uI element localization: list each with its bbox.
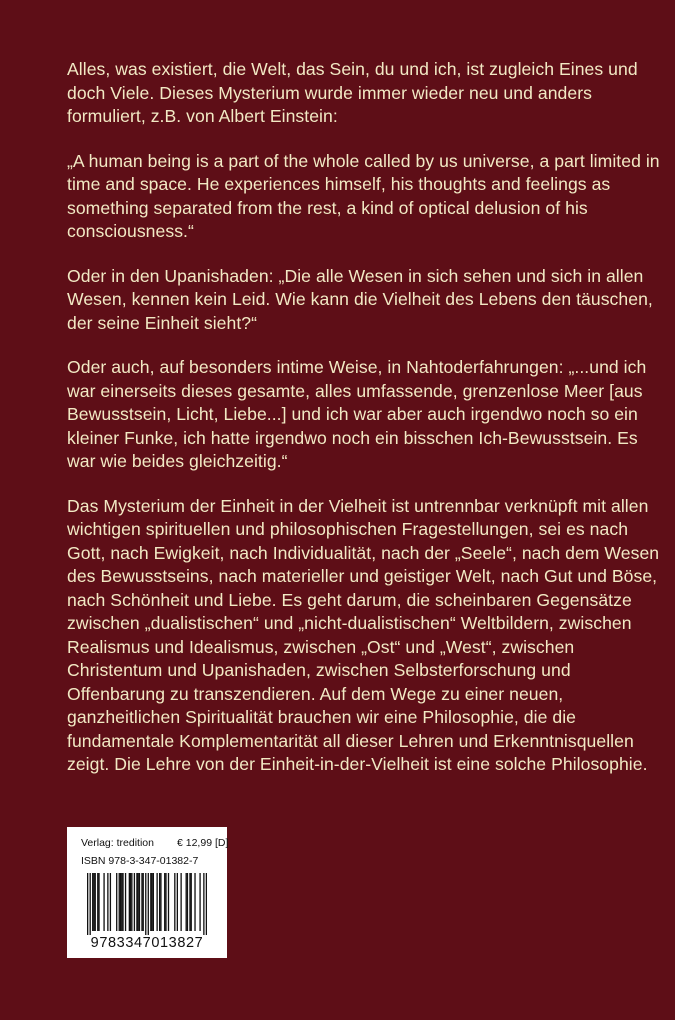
barcode-bar xyxy=(145,873,146,935)
barcode-bars xyxy=(87,873,207,935)
barcode-bar xyxy=(119,873,120,931)
text-line: consciousness.“ xyxy=(67,221,194,241)
barcode-bar xyxy=(174,873,175,931)
barcode-bar xyxy=(156,873,157,931)
barcode-bar xyxy=(186,873,187,931)
paragraph-upanishads xyxy=(67,265,657,336)
barcode-bar xyxy=(136,873,137,931)
barcode-bar xyxy=(134,873,135,931)
barcode-bar xyxy=(203,873,204,935)
barcode-bar xyxy=(92,873,93,931)
barcode-bar xyxy=(97,873,98,931)
back-cover-text xyxy=(67,58,660,798)
barcode-bar xyxy=(122,873,123,931)
barcode-digits: 9783347013827 xyxy=(90,935,204,951)
barcode-bar xyxy=(153,873,154,931)
text-line: formuliert, z.B. von Albert Einstein: xyxy=(67,106,338,126)
text-line: war wie beides gleichzeitig.“ xyxy=(67,451,288,471)
barcode-bar xyxy=(93,873,94,931)
text-line: Alles, was existiert, die Welt, das Sein, du und ich, ist zugleich Eines und xyxy=(67,59,638,79)
barcode-bar xyxy=(110,873,111,931)
barcode-bar xyxy=(159,873,160,931)
barcode-bar xyxy=(125,873,126,931)
text-line: Christentum und Upanishaden, zwischen Selbsterforschung und xyxy=(67,660,571,680)
barcode-bar xyxy=(129,873,130,931)
barcode-bar xyxy=(180,873,181,931)
barcode-bar xyxy=(131,873,132,931)
text-line: ganzheitlichen Spiritualität brauchen wir eine Philosophie, die die xyxy=(67,707,576,727)
text-line: Wesen, kennen kein Leid. Wie kann die Vielheit des Lebens den täuschen, xyxy=(67,289,653,309)
barcode-bar xyxy=(130,873,131,931)
text-line: Oder in den Upanishaden: „Die alle Wesen in sich sehen und sich in allen xyxy=(67,265,644,286)
text-line: „A human being is a part of the whole called by us universe, a part limited in xyxy=(67,150,660,171)
text-line: zwischen „dualistischen“ und „nicht-dualistischen“ Weltbildern, zwischen xyxy=(67,613,632,633)
text-line: der seine Einheit sieht?“ xyxy=(67,312,258,333)
text-line: kleiner Funke, ich hatte irgendwo noch ein bisschen Ich-Bewusstsein. Es xyxy=(67,427,638,448)
text-line: wichtigen spirituellen und philosophischen Fragestellungen, sei es nach xyxy=(67,519,629,539)
barcode-bar xyxy=(160,873,161,931)
barcode-bar xyxy=(194,873,195,931)
text-line: Gott, nach Ewigkeit, nach Individualität, nach der „Seele“, nach dem Wesen xyxy=(67,542,660,563)
barcode-bar xyxy=(177,873,178,931)
barcode-bar xyxy=(191,873,192,931)
paragraph-mystery xyxy=(67,495,660,777)
isbn-barcode-label xyxy=(67,827,227,958)
paragraph-intro xyxy=(67,58,657,129)
text-line: Oder auch, auf besonders intime Weise, in Nahtoderfahrungen: „...und ich xyxy=(67,357,647,377)
text-line: war einerseits dieses gesamte, alles umfassende, grenzenlose Meer [aus xyxy=(67,380,643,401)
text-line: zeigt. Die Lehre von der Einheit-in-der-Vielheit ist eine solche Philosophie. xyxy=(67,754,648,774)
barcode-bar xyxy=(141,873,142,931)
barcode-bar xyxy=(164,873,165,931)
barcode-bar xyxy=(143,873,144,931)
text-line: Das Mysterium der Einheit in der Vielheit ist untrennbar verknüpft mit allen xyxy=(67,495,649,516)
barcode-bar xyxy=(98,873,99,931)
barcode-bar xyxy=(121,873,122,931)
barcode-bar xyxy=(199,873,200,931)
text-line: Offenbarung zu transzendieren. Auf dem Wege zu einer neuen, xyxy=(67,683,564,704)
barcode-bar xyxy=(189,873,190,931)
barcode-bar xyxy=(139,873,140,931)
barcode-bar xyxy=(116,873,117,931)
text-line: something separated from the rest, a kind of optical delusion of his xyxy=(67,197,588,218)
barcode-bar xyxy=(95,873,96,931)
barcode-bar xyxy=(90,873,91,935)
paragraph-near-death xyxy=(67,356,657,474)
barcode-bar xyxy=(107,873,108,931)
publisher-label: Verlag: tredition xyxy=(81,837,154,849)
barcode-bar xyxy=(138,873,139,931)
text-line: fundamentale Komplementarität all dieser Lehren und Erkenntnisquellen xyxy=(67,730,634,751)
text-line: Realismus und Idealismus, zwischen „Ost“ und „West“, zwischen xyxy=(67,636,575,657)
barcode-bar xyxy=(148,873,149,935)
text-line: Bewusstsein, Licht, Liebe...] und ich war aber auch irgendwo noch so ein xyxy=(67,404,638,424)
barcode-bar xyxy=(87,873,88,935)
barcode-bar xyxy=(206,873,207,935)
isbn-label: ISBN 978-3-347-01382-7 xyxy=(81,855,199,867)
barcode-bar xyxy=(187,873,188,931)
price-label: € 12,99 [D] xyxy=(177,837,229,849)
text-line: time and space. He experiences himself, his thoughts and feelings as xyxy=(67,174,611,194)
barcode-bar xyxy=(150,873,151,931)
barcode-bar xyxy=(168,873,169,931)
barcode-bar xyxy=(151,873,152,931)
paragraph-einstein-quote xyxy=(67,150,660,244)
text-line: nach Schönheit und Liebe. Es geht darum, die scheinbaren Gegensätze xyxy=(67,589,632,610)
barcode-bar xyxy=(103,873,104,931)
text-line: doch Viele. Dieses Mysterium wurde immer wieder neu und anders xyxy=(67,82,592,103)
barcode-bar xyxy=(165,873,166,931)
text-line: des Bewusstseins, nach materieller und geistiger Welt, nach Gut und Böse, xyxy=(67,566,658,586)
barcode-bar xyxy=(120,873,121,931)
